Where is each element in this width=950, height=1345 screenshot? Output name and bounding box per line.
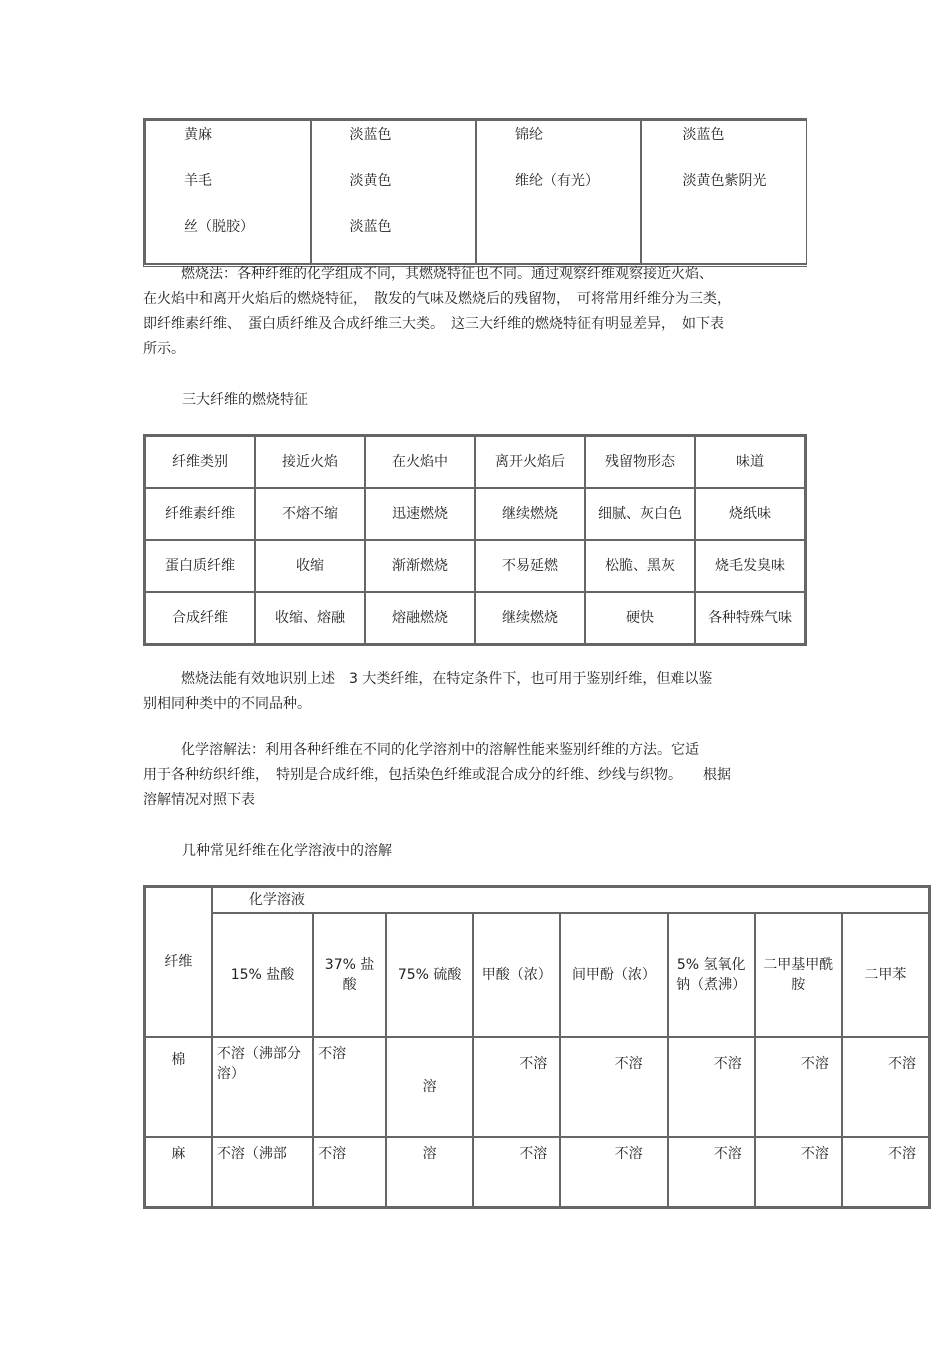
table-cell: 不溶	[668, 1137, 755, 1207]
table-cell: 不溶	[473, 1037, 560, 1137]
table-header-row	[145, 436, 805, 488]
table-cell: 细腻、灰白色	[585, 488, 695, 540]
table-cell: 不溶	[755, 1037, 842, 1137]
fiber-header-cell: 纤维	[145, 887, 212, 1037]
table-cell: 不溶	[473, 1137, 560, 1207]
paragraph-line: 化学溶解法：利用各种纤维在不同的化学溶剂中的溶解性能来鉴别纤维的方法。它适	[181, 742, 699, 758]
paragraph-line: 所示。	[143, 341, 185, 357]
table-cell	[311, 120, 476, 264]
header-cell: 接近火焰	[255, 436, 365, 488]
table-cell: 溶	[386, 1037, 473, 1137]
table-caption: 三大纤维的燃烧特征	[182, 392, 308, 408]
header-cell: 二甲苯	[842, 913, 929, 1037]
header-cell: 甲酸（浓）	[473, 913, 560, 1037]
group-header-cell: 化学溶液	[212, 887, 929, 913]
table-row	[145, 540, 805, 592]
solubility-table	[143, 885, 931, 1209]
paragraph-line: 溶解情况对照下表	[143, 792, 255, 808]
header-cell: 75% 硫酸	[386, 913, 473, 1037]
table-row	[145, 488, 805, 540]
table-cell: 不溶	[560, 1037, 667, 1137]
table-cell	[476, 120, 642, 264]
table-group-row	[145, 887, 929, 913]
cell-text: 维纶（有光）	[514, 173, 599, 189]
table-cell	[145, 120, 311, 264]
header-cell: 15% 盐酸	[212, 913, 313, 1037]
table-cell: 收缩、熔融	[255, 592, 365, 644]
fiber-cell: 棉	[145, 1037, 212, 1137]
paragraph-line: 别相同种类中的不同品种。	[143, 696, 311, 712]
table-cell: 不溶	[755, 1137, 842, 1207]
table-caption: 几种常见纤维在化学溶液中的溶解	[182, 843, 392, 859]
header-cell: 纤维类别	[145, 436, 255, 488]
cell-text: 淡蓝色	[682, 127, 725, 143]
cell-text: 淡蓝色	[349, 219, 392, 235]
table-cell: 不溶	[842, 1037, 929, 1137]
cell-text: 淡黄色紫阴光	[682, 173, 767, 189]
table-cell: 蛋白质纤维	[145, 540, 255, 592]
table-cell	[641, 120, 807, 264]
table-cell: 迅速燃烧	[365, 488, 475, 540]
table-cell: 烧纸味	[695, 488, 805, 540]
table-cell: 渐渐燃烧	[365, 540, 475, 592]
table-row	[145, 1037, 929, 1137]
header-cell: 二甲基甲酰胺	[755, 913, 842, 1037]
table-cell: 不熔不缩	[255, 488, 365, 540]
paragraph-line: 用于各种纺织纤维， 特别是合成纤维，包括染色纤维或混合成分的纤维、纱线与织物。 根据	[143, 767, 731, 783]
cell-text: 淡黄色	[349, 173, 392, 189]
paragraph-chemical-method	[143, 738, 807, 813]
paragraph-line: 燃烧法：各种纤维的化学组成不同，其燃烧特征也不同。通过观察纤维观察接近火焰、	[181, 266, 713, 282]
table-cell: 硬快	[585, 592, 695, 644]
cell-text: 锦纶	[514, 127, 543, 143]
header-cell: 37% 盐酸	[313, 913, 386, 1037]
table-cell: 烧毛发臭味	[695, 540, 805, 592]
table-cell: 不溶	[313, 1137, 386, 1207]
table-cell: 继续燃烧	[475, 592, 585, 644]
header-cell: 残留物形态	[585, 436, 695, 488]
table-cell: 纤维素纤维	[145, 488, 255, 540]
header-cell: 离开火焰后	[475, 436, 585, 488]
cell-text: 羊毛	[184, 173, 212, 189]
paragraph-line: 在火焰中和离开火焰后的燃烧特征， 散发的气味及燃烧后的残留物， 可将常用纤维分为三类，	[143, 291, 731, 307]
fiber-cell: 麻	[145, 1137, 212, 1207]
header-cell: 间甲酚（浓）	[560, 913, 667, 1037]
table-cell: 收缩	[255, 540, 365, 592]
table-row	[145, 1137, 929, 1207]
paragraph-burning-summary	[143, 667, 807, 717]
table-cell: 熔融燃烧	[365, 592, 475, 644]
paragraph-line: 燃烧法能有效地识别上述 3 大类纤维，在特定条件下，也可用于鉴别纤维，但难以鉴	[181, 671, 713, 687]
header-cell: 味道	[695, 436, 805, 488]
header-cell: 5% 氢氧化钠（煮沸）	[668, 913, 755, 1037]
header-cell: 在火焰中	[365, 436, 475, 488]
table-cell: 继续燃烧	[475, 488, 585, 540]
table-cell: 不溶（沸部	[212, 1137, 313, 1207]
table-header-row	[145, 913, 929, 1037]
table-row	[145, 120, 807, 264]
table-cell: 不易延燃	[475, 540, 585, 592]
burning-table	[143, 434, 807, 646]
color-table	[143, 118, 807, 267]
cell-text: 淡蓝色	[349, 127, 392, 143]
table-row	[145, 592, 805, 644]
table-cell: 松脆、黑灰	[585, 540, 695, 592]
table-cell: 不溶	[668, 1037, 755, 1137]
cell-text: 黄麻	[184, 127, 212, 143]
paragraph-burning-method	[143, 262, 807, 362]
table-cell: 不溶	[313, 1037, 386, 1137]
table-cell: 不溶	[560, 1137, 667, 1207]
table-cell: 溶	[386, 1137, 473, 1207]
table-cell: 合成纤维	[145, 592, 255, 644]
table-cell: 不溶	[842, 1137, 929, 1207]
table-cell: 不溶（沸部分溶）	[212, 1037, 313, 1137]
cell-text: 丝（脱胶）	[184, 219, 254, 235]
table-cell: 各种特殊气味	[695, 592, 805, 644]
paragraph-line: 即纤维素纤维、 蛋白质纤维及合成纤维三大类。 这三大纤维的燃烧特征有明显差异， 如下表	[143, 316, 724, 332]
